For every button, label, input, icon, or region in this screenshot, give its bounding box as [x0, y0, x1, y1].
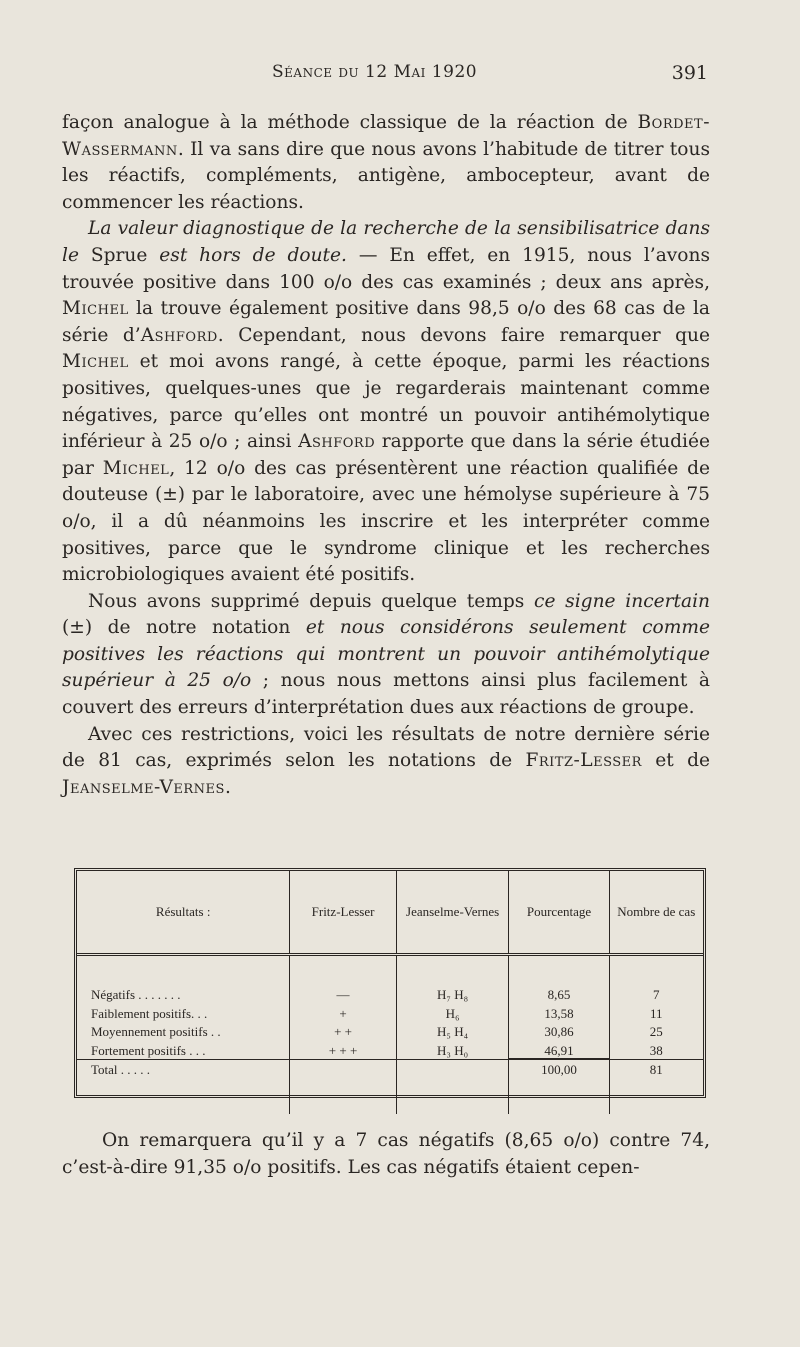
body-text — [62, 110, 710, 801]
page-header — [0, 62, 800, 88]
paragraph-5: On remarquera qu’il y a 7 cas négatifs (8,65 o/o) contre 74, c’est-à-dire 91,35 o/o positifs. Les cas négatifs étaient cepen- — [62, 1130, 710, 1178]
table-total-row: Total . . . . . 100,00 81 — [77, 1059, 703, 1086]
table-row: Fortement positifs . . . + + + H₃ H₀ 46,91 38 — [77, 1040, 703, 1060]
page-number: 391 — [671, 62, 708, 84]
paragraph-3: Nous avons supprimé depuis quelque temps ce signe incertain (±) de notre notation et nous considérons seulement comme positives les réactions qui montrent un pouvoir antihémolytique supérieur à 25 o/o ; nous nous mettons ainsi plus facilement à couvert des erreurs d’interprétation dues aux réactions de groupe. — [62, 590, 710, 719]
table-row: Négatifs . . . . . . . — H₇ H₈ 8,65 7 — [77, 984, 703, 1003]
header-jeanselme-vernes: Jeanselme-Vernes — [396, 871, 509, 955]
paragraph-2: La valeur diagnostique de la recherche de la sensibilisatrice dans le Sprue est hors de doute. — En effet, en 1915, nous l’avons trouvée positive dans 100 o/o des cas examinés ; deux ans après, Michel la trouve également positive dans 98,5 o/o des 68 cas de la série d’Ashford. Cependant, nous devons faire remarquer que Michel et moi avons rangé, à cette époque, parmi les réactions positives, quelques-unes que je regarderais maintenant comme négatives, parce qu’elles ont montré un pouvoir antihémolytique inférieur à 25 o/o ; ainsi Ashford rapporte que dans la série étudiée par Michel, 12 o/o des cas présentèrent une réaction qualifiée de douteuse (±) par le laboratoire, avec une hémolyse supérieure à 75 o/o, il a dû néanmoins les inscrire et les interpréter comme positives, parce que le syndrome clinique et les recherches microbiologiques avaient été positifs. — [62, 218, 710, 586]
running-title: Séance du 12 Mai 1920 — [272, 62, 478, 82]
table-header-row — [77, 871, 703, 955]
results-table — [74, 868, 706, 1098]
header-pourcentage: Pourcentage — [509, 871, 609, 955]
footer-text — [62, 1128, 710, 1181]
header-fritz-lesser: Fritz-Lesser — [290, 871, 396, 955]
header-resultats: Résultats : — [77, 871, 290, 955]
header-nombre-de-cas: Nombre de cas — [609, 871, 703, 955]
table-row: Moyennement positifs . . + + H₅ H₄ 30,86 25 — [77, 1021, 703, 1040]
paragraph-1: façon analogue à la méthode classique de la réaction de Bordet-Wassermann. Il va sans dire que nous avons l’habitude de titrer tous les réactifs, compléments, antigène, ambocepteur, avant de commencer les réactions. — [62, 112, 710, 213]
paragraph-4: Avec ces restrictions, voici les résultats de notre dernière série de 81 cas, exprimés selon les notations de Fritz-Lesser et de Jeanselme-Vernes. — [62, 723, 711, 798]
table-row: Faiblement positifs. . . + H₆ 13,58 11 — [77, 1003, 703, 1022]
